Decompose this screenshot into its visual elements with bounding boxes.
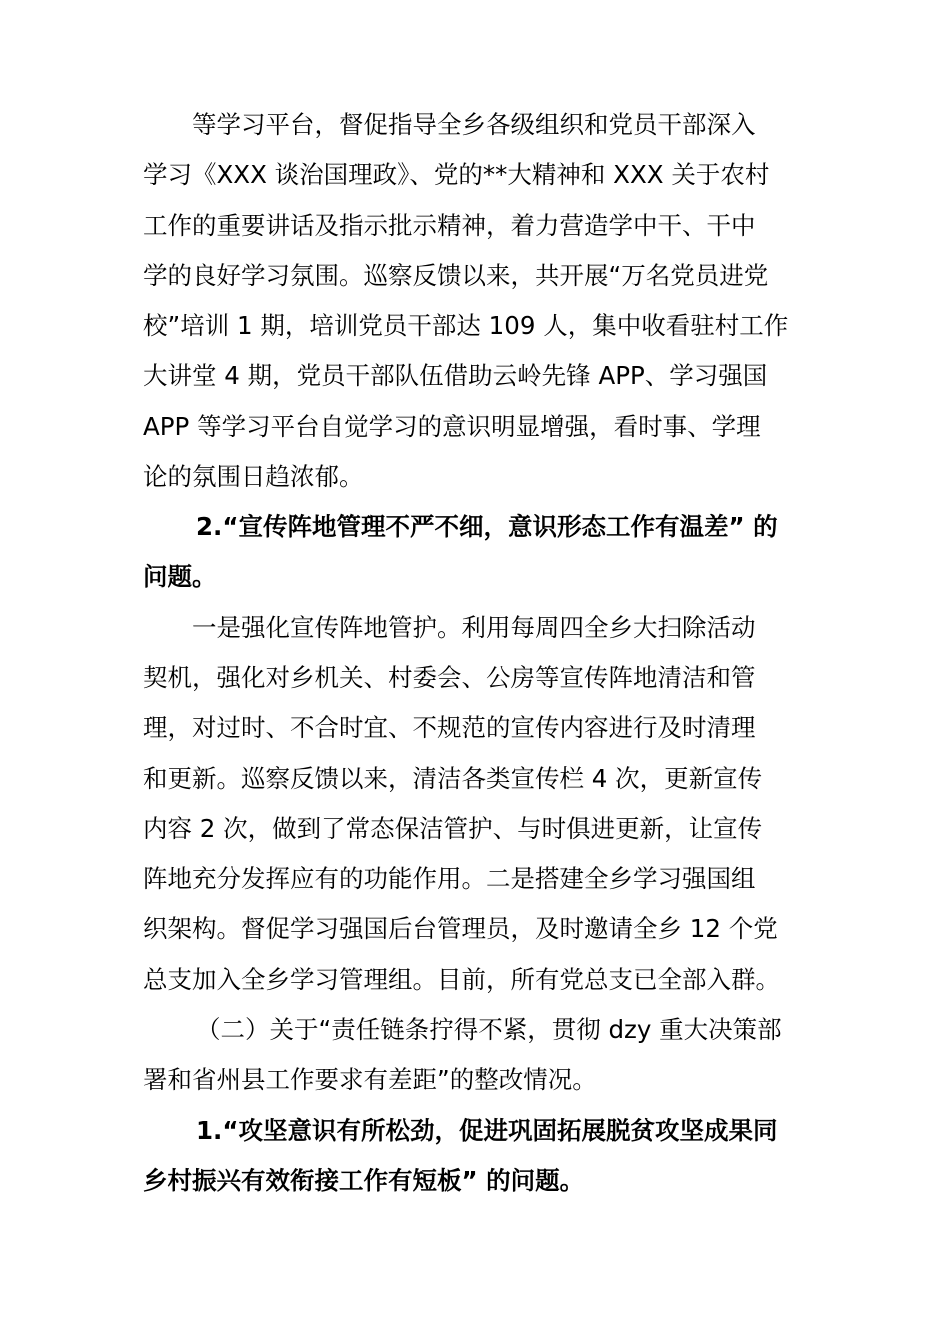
paragraph-line: 大讲堂 4 期，党员干部队伍借助云岭先锋 APP、学习强国 bbox=[143, 361, 768, 390]
section-heading-line: 乡村振兴有效衔接工作有短板” 的问题。 bbox=[143, 1166, 585, 1195]
paragraph-line: 内容 2 次，做到了常态保洁管护、与时俱进更新，让宣传 bbox=[143, 814, 763, 843]
section-heading-line: 问题。 bbox=[143, 562, 217, 591]
subsection-heading-line: 署和省州县工作要求有差距”的整改情况。 bbox=[143, 1065, 597, 1094]
paragraph-line: 校”培训 1 期，培训党员干部达 109 人，集中收看驻村工作 bbox=[143, 311, 789, 340]
paragraph-line: 总支加入全乡学习管理组。目前，所有党总支已全部入群。 bbox=[143, 965, 780, 994]
subsection-heading-line: （二）关于“责任链条拧得不紧，贯彻 dzy 重大决策部 bbox=[196, 1015, 782, 1044]
paragraph-line: 和更新。巡察反馈以来，清洁各类宣传栏 4 次，更新宣传 bbox=[143, 764, 763, 793]
paragraph-line: 理，对过时、不合时宜、不规范的宣传内容进行及时清理 bbox=[143, 713, 756, 742]
paragraph-line: 论的氛围日趋浓郁。 bbox=[143, 462, 364, 491]
paragraph-line: 一是强化宣传阵地管护。利用每周四全乡大扫除活动 bbox=[192, 613, 756, 642]
paragraph-line: APP 等学习平台自觉学习的意识明显增强，看时事、学理 bbox=[143, 412, 761, 441]
paragraph-line: 学的良好学习氛围。巡察反馈以来，共开展“万名党员进党 bbox=[143, 261, 769, 290]
paragraph-line: 等学习平台，督促指导全乡各级组织和党员干部深入 bbox=[192, 110, 756, 139]
paragraph-line: 学习《XXX 谈治国理政》、党的**大精神和 XXX 关于农村 bbox=[143, 160, 770, 189]
paragraph-line: 契机，强化对乡机关、村委会、公房等宣传阵地清洁和管 bbox=[143, 663, 756, 692]
section-heading-line: 1.“攻坚意识有所松劲，促进巩固拓展脱贫攻坚成果同 bbox=[196, 1116, 778, 1145]
paragraph-line: 阵地充分发挥应有的功能作用。二是搭建全乡学习强国组 bbox=[143, 864, 756, 893]
section-heading-line: 2.“宣传阵地管理不严不细，意识形态工作有温差” 的 bbox=[196, 512, 778, 541]
paragraph-line: 织架构。督促学习强国后台管理员，及时邀请全乡 12 个党 bbox=[143, 914, 778, 943]
paragraph-line: 工作的重要讲话及指示批示精神，着力营造学中干、干中 bbox=[143, 211, 756, 240]
